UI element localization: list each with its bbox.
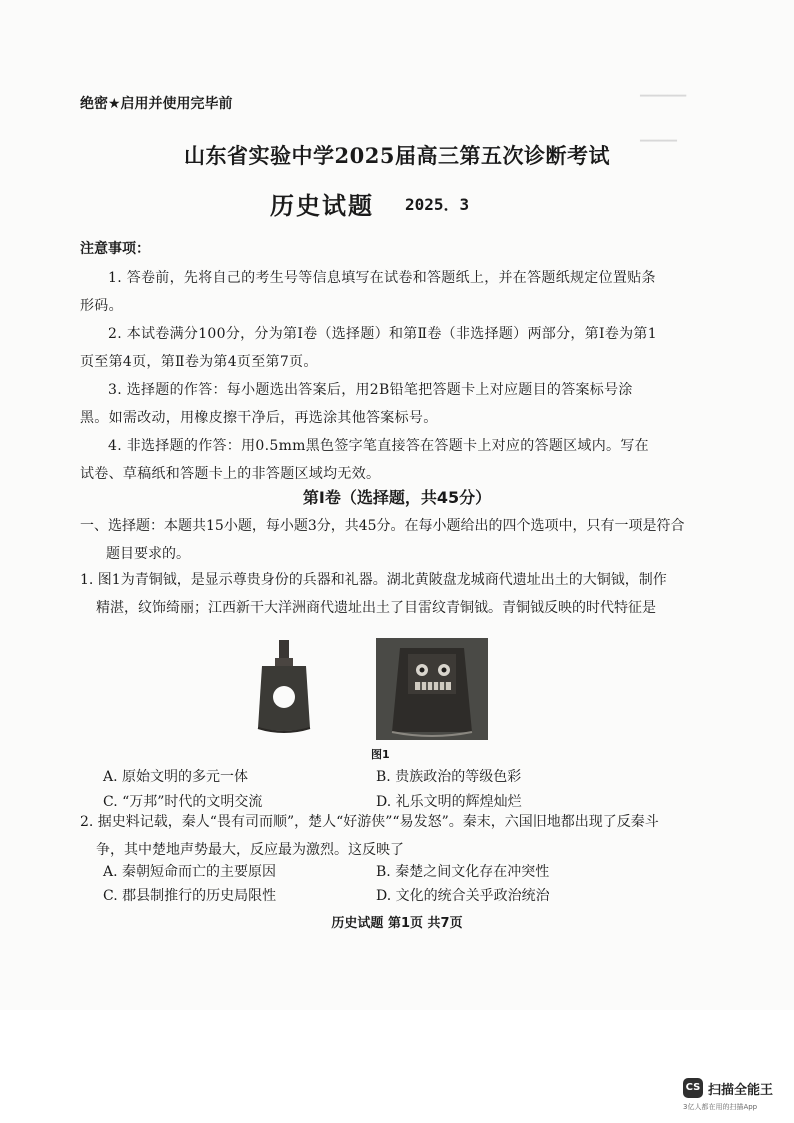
- notice-heading: 注意事项：: [80, 241, 150, 257]
- question-1-option-b: B. 贵族政治的等级色彩: [376, 769, 522, 785]
- watermark-tagline: 3亿人都在用的扫描App: [683, 1103, 758, 1111]
- page-footer: 历史试题 第1页 共7页: [331, 916, 463, 931]
- section-title: 第Ⅰ卷（选择题，共45分）: [302, 488, 492, 507]
- bleed-through-text: ▔▔▔▔: [640, 140, 677, 154]
- bleed-through-text: ▔▔▔▔▔: [640, 95, 687, 109]
- exam-title: 山东省实验中学2025届高三第五次诊断考试: [184, 143, 610, 168]
- question-1-option-d: D. 礼乐文明的辉煌灿烂: [376, 794, 522, 810]
- notice-item: 2. 本试卷满分100分，分为第Ⅰ卷（选择题）和第Ⅱ卷（非选择题）两部分，第Ⅰ卷为第1页至第4页，第Ⅱ卷为第4页至第7页。: [80, 326, 657, 370]
- confidential-label: 绝密★启用并使用完毕前: [80, 96, 233, 112]
- section-instruction: 一、选择题：本题共15小题，每小题3分，共45分。在每小题给出的四个选项中，只有一项是符合题目要求的。: [80, 518, 685, 562]
- figure-1: [250, 636, 550, 742]
- question-2-option-b: B. 秦楚之间文化存在冲突性: [376, 864, 550, 880]
- question-1-option-a: A. 原始文明的多元一体: [103, 769, 249, 785]
- question-1-stem: 1. 图1为青铜钺，是显示尊贵身份的兵器和礼器。湖北黄陂盘龙城商代遗址出土的大铜钺，制作精湛，纹饰绮丽；江西新干大洋洲商代遗址出土了目雷纹青铜钺。青铜钺反映的时代特征是: [80, 572, 667, 616]
- figure-label: 图1: [371, 748, 390, 761]
- question-2-option-c: C. 郡县制推行的历史局限性: [103, 888, 277, 904]
- question-1-option-c: C. “万邦”时代的文明交流: [103, 794, 263, 810]
- notice-item: 4. 非选择题的作答：用0.5mm黑色签字笔直接答在答题卡上对应的答题区域内。写在试卷、草稿纸和答题卡上的非答题区域均无效。: [80, 438, 649, 482]
- watermark-name: 扫描全能王: [708, 1083, 774, 1098]
- camscanner-logo-icon: CS: [683, 1078, 703, 1098]
- question-2-option-d: D. 文化的统合关乎政治统治: [376, 888, 550, 904]
- notice-item: 1. 答卷前，先将自己的考生号等信息填写在试卷和答题纸上，并在答题纸规定位置贴条形码。: [80, 270, 656, 314]
- scan-margin: [0, 1010, 794, 1123]
- notice-item: 3. 选择题的作答：每小题选出答案后，用2B铅笔把答题卡上对应题目的答案标号涂黑。如需改动，用橡皮擦干净后，再选涂其他答案标号。: [80, 382, 633, 426]
- scanner-watermark: [683, 1078, 783, 1118]
- subject-title: 历史试题: [270, 191, 374, 220]
- question-2-stem: 2. 据史料记载，秦人“畏有司而顺”，楚人“好游侠”“易发怒”。秦末，六国旧地都出现了反秦斗争，其中楚地声势最大，反应最为激烈。这反映了: [80, 814, 659, 858]
- plain-bronze-axe-image: [258, 640, 310, 732]
- decorated-bronze-axe-image: [376, 638, 488, 740]
- question-2-option-a: A. 秦朝短命而亡的主要原因: [103, 864, 277, 880]
- exam-date: 2025．3: [405, 195, 470, 214]
